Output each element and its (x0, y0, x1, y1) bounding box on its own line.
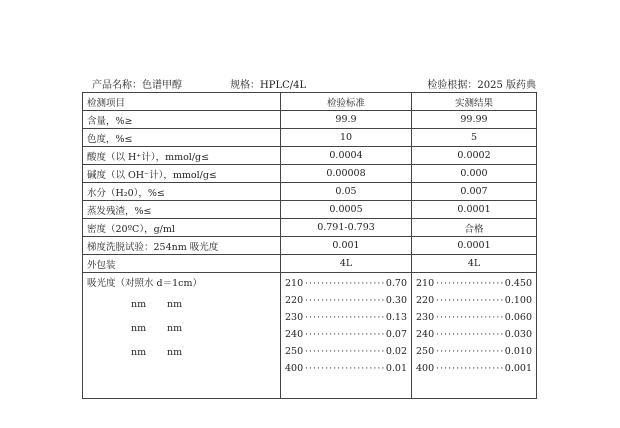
wavelength: 210 (285, 278, 304, 289)
nm-unit: nm (131, 323, 147, 334)
absorbance-line (285, 309, 407, 326)
row-standard: 0.05 (281, 183, 412, 201)
leader-dots (436, 309, 504, 326)
row-result: 0.0002 (412, 147, 537, 165)
leader-dots (305, 360, 385, 377)
wavelength: 210 (416, 278, 435, 289)
wavelength: 400 (285, 363, 304, 374)
row-result: 4L (412, 255, 537, 273)
inspection-basis: 检验根据：2025 版药典 (427, 80, 536, 91)
absorbance-standard (281, 273, 412, 399)
row-standard: 0.00008 (281, 165, 412, 183)
row-standard: 0.791-0.793 (281, 219, 412, 237)
leader-dots (305, 292, 385, 309)
absorbance-standard-list (285, 273, 407, 377)
absorbance-value: 0.13 (385, 312, 407, 323)
wavelength: 250 (285, 346, 304, 357)
row-item: 外包装 (83, 255, 281, 273)
absorbance-line (285, 275, 407, 292)
absorbance-value: 0.02 (385, 346, 407, 357)
absorbance-value: 0.100 (504, 295, 532, 306)
wavelength: 230 (285, 312, 304, 323)
absorbance-label: 吸光度（对照水 d＝1cm） (87, 278, 202, 289)
spec-table (82, 92, 537, 399)
wavelength: 230 (416, 312, 435, 323)
row-result: 0.007 (412, 183, 537, 201)
col-header-item: 检测项目 (83, 93, 281, 111)
row-result: 0.0001 (412, 237, 537, 255)
table-row (83, 255, 537, 273)
absorbance-result-list (416, 273, 532, 377)
table-row (83, 165, 537, 183)
table-row (83, 111, 537, 129)
wavelength: 220 (285, 295, 304, 306)
absorbance-line (416, 292, 532, 309)
row-standard: 0.0004 (281, 147, 412, 165)
absorbance-result (412, 273, 537, 399)
leader-dots (436, 275, 504, 292)
report-header (82, 76, 536, 90)
nm-unit: nm (167, 299, 183, 310)
absorbance-line (416, 275, 532, 292)
row-result: 5 (412, 129, 537, 147)
absorbance-line (285, 343, 407, 360)
absorbance-line (416, 326, 532, 343)
wavelength: 400 (416, 363, 435, 374)
leader-dots (305, 309, 385, 326)
row-standard: 4L (281, 255, 412, 273)
row-item: 色度，%≤ (83, 129, 281, 147)
col-header-result: 实测结果 (412, 93, 537, 111)
wavelength: 250 (416, 346, 435, 357)
absorbance-value: 0.70 (385, 278, 407, 289)
absorbance-value: 0.07 (385, 329, 407, 340)
table-row (83, 147, 537, 165)
table-row (83, 237, 537, 255)
row-item: 含量，%≥ (83, 111, 281, 129)
col-header-standard: 检验标准 (281, 93, 412, 111)
leader-dots (436, 360, 504, 377)
row-result: 0.0001 (412, 201, 537, 219)
wavelength: 240 (285, 329, 304, 340)
row-result: 合格 (412, 219, 537, 237)
leader-dots (305, 343, 385, 360)
row-result: 99.99 (412, 111, 537, 129)
nm-unit: nm (167, 347, 183, 358)
product-spec: 规格：HPLC/4L (230, 80, 307, 91)
absorbance-row (83, 273, 537, 399)
table-row (83, 129, 537, 147)
absorbance-value: 0.001 (504, 363, 532, 374)
absorbance-line (416, 309, 532, 326)
nm-unit: nm (131, 299, 147, 310)
row-item: 酸度（以 H⁺计），mmol/g≤ (83, 147, 281, 165)
row-standard: 10 (281, 129, 412, 147)
row-item: 梯度洗脱试验：254nm 吸光度 (83, 237, 281, 255)
row-item: 密度（20ºC），g/ml (83, 219, 281, 237)
leader-dots (436, 292, 504, 309)
table-row (83, 201, 537, 219)
absorbance-line (416, 343, 532, 360)
absorbance-value: 0.01 (385, 363, 407, 374)
absorbance-value: 0.30 (385, 295, 407, 306)
row-standard: 0.0005 (281, 201, 412, 219)
row-standard: 0.001 (281, 237, 412, 255)
leader-dots (436, 343, 504, 360)
absorbance-item (83, 273, 281, 399)
row-item: 水分（H₂0），%≤ (83, 183, 281, 201)
table-row (83, 219, 537, 237)
absorbance-line (416, 360, 532, 377)
row-item: 碱度（以 OH⁻计），mmol/g≤ (83, 165, 281, 183)
row-standard: 99.9 (281, 111, 412, 129)
nm-unit: nm (167, 323, 183, 334)
product-name: 产品名称：色谱甲醇 (92, 80, 182, 91)
leader-dots (436, 326, 504, 343)
row-result: 0.000 (412, 165, 537, 183)
wavelength: 240 (416, 329, 435, 340)
nm-unit: nm (131, 347, 147, 358)
absorbance-value: 0.450 (504, 278, 532, 289)
absorbance-line (285, 360, 407, 377)
row-item: 蒸发残渣，%≤ (83, 201, 281, 219)
absorbance-value: 0.060 (504, 312, 532, 323)
absorbance-line (285, 292, 407, 309)
absorbance-value: 0.030 (504, 329, 532, 340)
absorbance-value: 0.010 (504, 346, 532, 357)
absorbance-line (285, 326, 407, 343)
leader-dots (305, 275, 385, 292)
wavelength: 220 (416, 295, 435, 306)
table-header-row (83, 93, 537, 111)
nm-unit-grid (131, 293, 276, 365)
table-row (83, 183, 537, 201)
leader-dots (305, 326, 385, 343)
